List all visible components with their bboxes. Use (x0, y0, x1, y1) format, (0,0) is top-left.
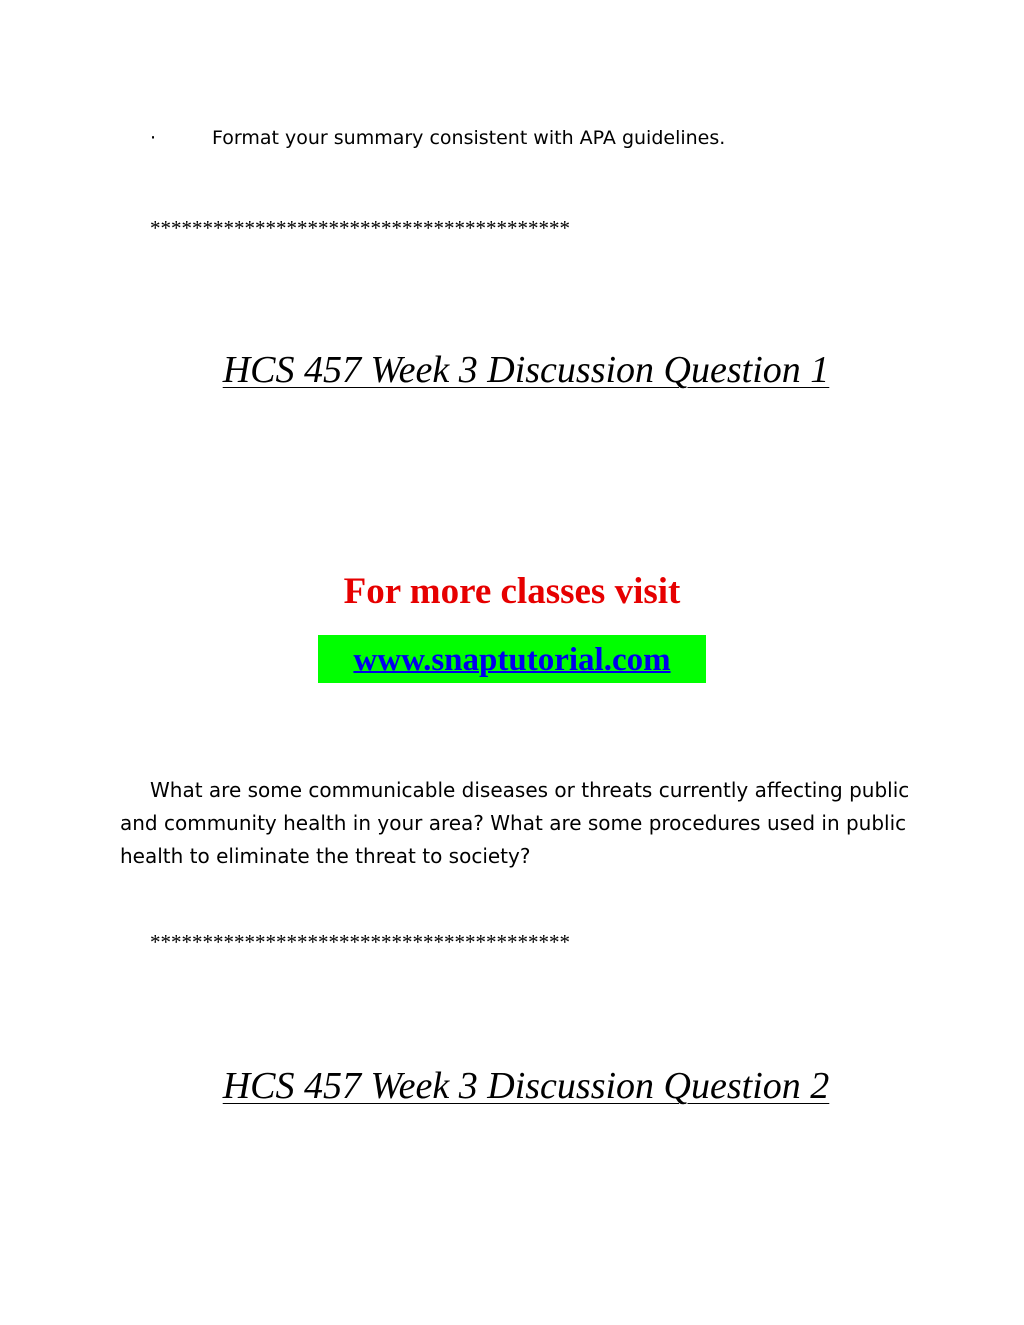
link-highlight (318, 635, 706, 683)
heading-discussion-question-1: HCS 457 Week 3 Discussion Question 1 (222, 349, 830, 391)
bullet-item (150, 126, 725, 150)
heading-discussion-question-2: HCS 457 Week 3 Discussion Question 2 (222, 1065, 830, 1107)
question-paragraph: What are some communicable diseases or threats currently affecting public and community health in your area? What are some procedures used in public health to eliminate the threat to society? (120, 778, 910, 868)
bullet-mark: · (150, 127, 157, 149)
snaptutorial-link[interactable]: www.snaptutorial.com (353, 642, 671, 678)
separator-top: **************************************** (150, 216, 570, 240)
separator-bottom: **************************************** (150, 930, 570, 954)
bullet-text: Format your summary consistent with APA guidelines. (212, 127, 726, 149)
promo-text: For more classes visit (343, 571, 681, 612)
